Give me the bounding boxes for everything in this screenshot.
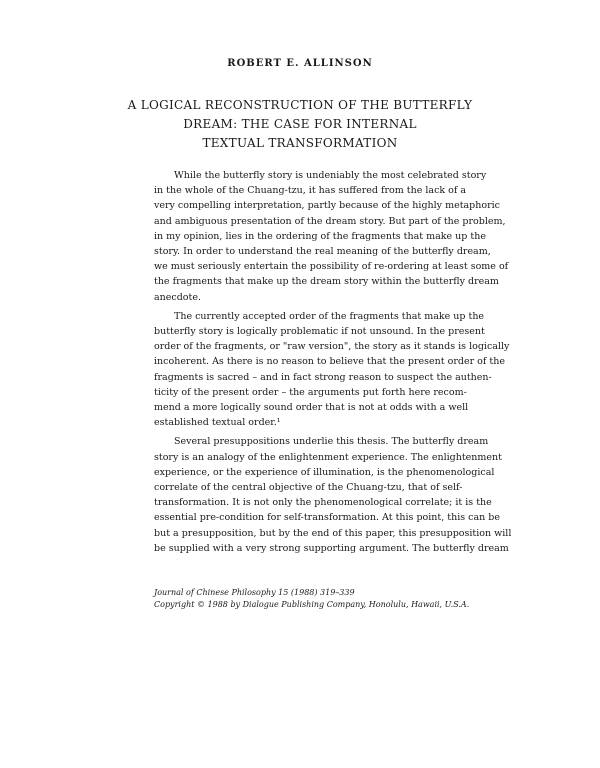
text-line: we must seriously entertain the possibility of re-ordering at least some of [154, 261, 509, 273]
title-line: DREAM: THE CASE FOR INTERNAL [183, 117, 417, 131]
text-line: order of the fragments, or "raw version", the story as it stands is logically [154, 341, 510, 353]
text-line: experience, or the experience of illumination, is the phenomenological [154, 466, 495, 478]
text-line: be supplied with a very strong supporting argument. The butterfly dream [154, 542, 509, 554]
text-line: essential pre-condition for self-transformation. At this point, this can be [154, 512, 500, 524]
text-line: correlate of the central objective of the Chuang-tzu, that of self- [154, 482, 463, 494]
text-line: in the whole of the Chuang-tzu, it has suffered from the lack of a [154, 185, 467, 197]
title-line: TEXTUAL TRANSFORMATION [202, 136, 398, 150]
author-name: ROBERT E. ALLINSON [227, 58, 373, 69]
text-line: mend a more logically sound order that is not at odds with a well [154, 402, 469, 414]
text-line: in my opinion, lies in the ordering of the fragments that make up the [154, 230, 486, 242]
text-line: fragments is sacred – and in fact strong reason to suspect the authen- [154, 371, 492, 383]
text-line: and ambiguous presentation of the dream story. But part of the problem, [154, 215, 506, 227]
text-line: While the butterfly story is undeniably the most celebrated story [174, 170, 487, 181]
text-line: anecdote. [154, 291, 201, 303]
text-line: butterfly story is logically problematic if not unsound. In the present [154, 326, 485, 338]
title-line: A LOGICAL RECONSTRUCTION OF THE BUTTERFLY [127, 98, 473, 112]
text-line: very compelling interpretation, partly because of the highly metaphoric [154, 200, 500, 212]
text-line: but a presupposition, but by the end of this paper, this presupposition will [154, 527, 512, 539]
paragraph-1 [154, 168, 509, 305]
paragraph-2 [154, 309, 510, 431]
article-body [154, 168, 512, 560]
paragraph-3 [154, 434, 512, 556]
text-line: Several presuppositions underlie this thesis. The butterfly dream [174, 436, 489, 448]
text-line: incoherent. As there is no reason to believe that the present order of the [154, 356, 505, 368]
journal-citation: Journal of Chinese Philosophy 15 (1988) 319–339 [154, 588, 355, 597]
text-line: story is an analogy of the enlightenment experience. The enlightenment [154, 451, 502, 463]
text-line: ticity of the present order – the arguments put forth here recom- [154, 386, 467, 398]
copyright-notice: Copyright © 1988 by Dialogue Publishing Company, Honolulu, Hawaii, U.S.A. [154, 600, 470, 609]
publication-footer [154, 587, 470, 611]
text-line: The currently accepted order of the fragments that make up the [174, 310, 485, 322]
text-line: the fragments that make up the dream story within the butterfly dream [154, 276, 499, 288]
text-line: transformation. It is not only the phenomenological correlate; it is the [154, 497, 492, 509]
article-title [100, 96, 500, 153]
text-line: established textual order.¹ [154, 417, 281, 429]
text-line: story. In order to understand the real meaning of the butterfly dream, [154, 246, 491, 258]
